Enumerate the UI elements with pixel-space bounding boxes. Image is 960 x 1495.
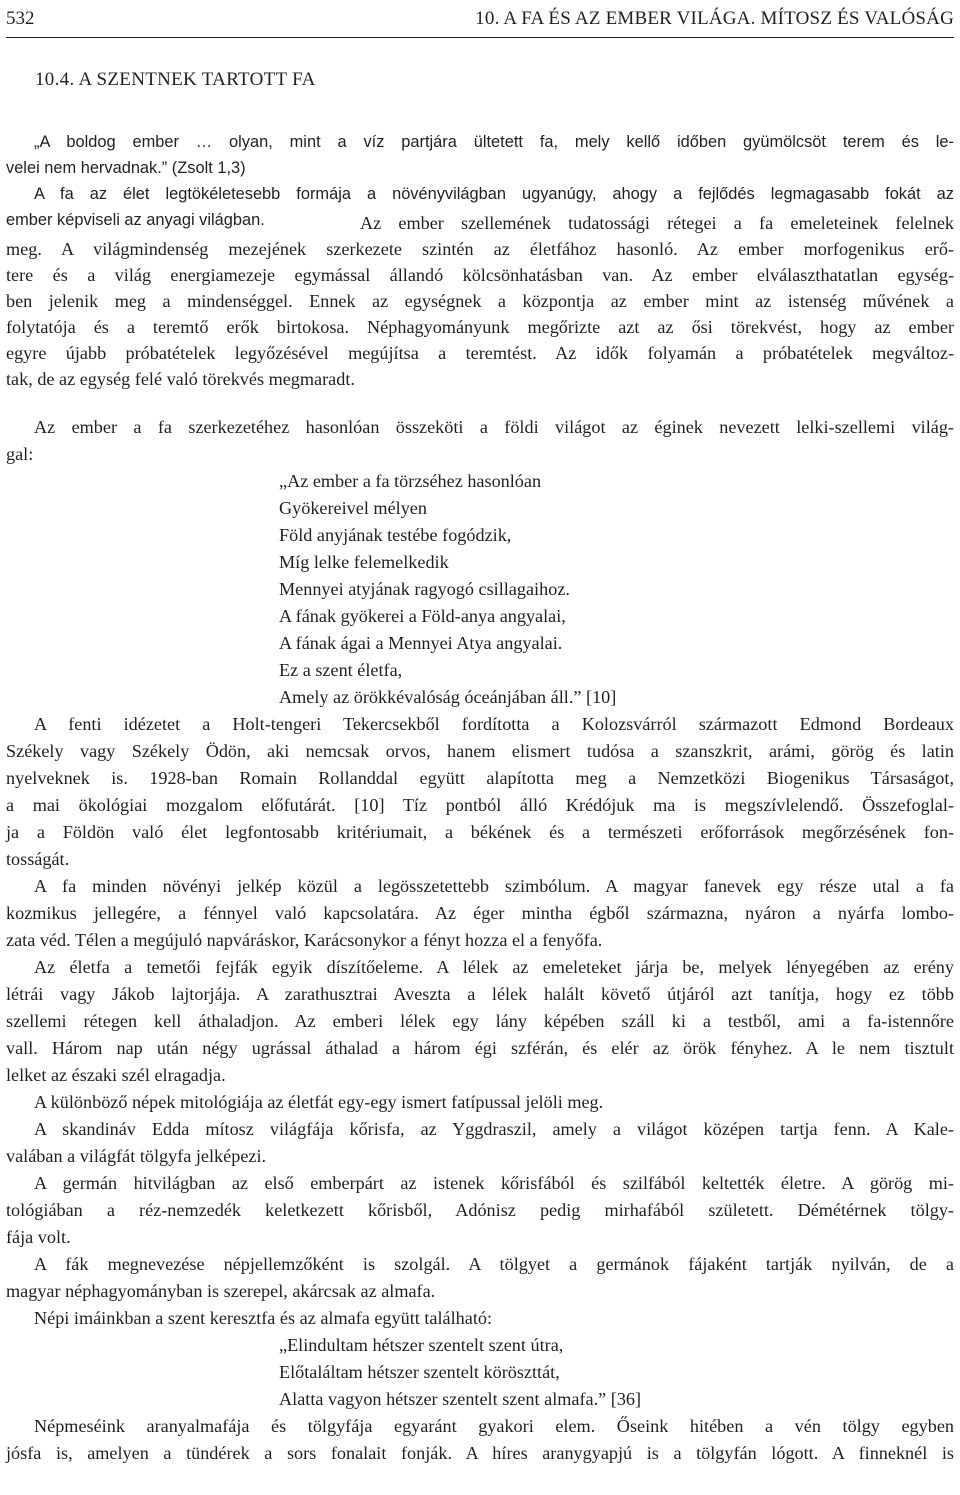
verse-line: „Elindultam hétszer szentelt szent útra, (279, 1335, 564, 1355)
text-line: gal: (6, 444, 34, 464)
text-line: tológiában a réz-nemzedék keletkezett kőrisből, Adónisz pedig mirhafából született. Démétérnek tölgy- (6, 1200, 954, 1220)
verse-line: Gyökereivel mélyen (279, 498, 427, 518)
text-line: tere és a világ energiamezeje egymással állandó kölcsönhatásban van. Az ember elválaszthatatlan egység- (6, 265, 954, 285)
text-line: ember képviseli az anyagi világban. (6, 211, 265, 229)
text-line: Székely vagy Székely Ödön, aki nemcsak orvos, hanem elismert tudósa a szanszkrit, arámi, görög és latin (6, 741, 954, 761)
verse-line: Amely az örökkévalóság óceánjában áll.” [10] (279, 687, 617, 707)
text-line: velei nem hervadnak.” (Zsolt 1,3) (6, 159, 246, 177)
body-text-serif (360, 210, 954, 236)
text-line: folytatója és a teremtő erők birtokosa. Néphagyományunk megőrizte azt az ősi törekvést, hogy az ember (6, 317, 954, 337)
verse-line: Míg lelke felemelkedik (279, 552, 449, 572)
text-line: ben jelenik meg a mindenséggel. Ennek az egységnek a központja az ember mint az istenség művének a (6, 291, 954, 311)
text-line: tosságát. (6, 849, 70, 869)
text-line: kozmikus jellegére, a fénnyel való kapcsolatára. Az éger mintha égből származna, nyáron a nyárfa lombo- (6, 903, 954, 923)
text-line: nyelveknek is. 1928-ban Romain Rollanddal együtt alapította meg a Nemzetközi Biogenikus Társaságot, (6, 768, 954, 788)
text-line: jósfa is, amelyen a tündérek a sors fonalait fonják. A híres aranygyapjú is a tölgyfán lógott. A finneknél is (6, 1443, 954, 1463)
text-line: A skandináv Edda mítosz világfája kőrisfa, az Yggdraszil, amely a világot középen tartja fenn. A Kale- (34, 1119, 954, 1139)
text-line: szellemi rétegen kell áthaladjon. Az emberi lélek egy lány képében száll ki a testből, ami a fa-istennőre (6, 1011, 954, 1031)
text-line: „A boldog ember … olyan, mint a víz partjára ültetett fa, mely kellő időben gyümölcsöt terem és le- (34, 133, 954, 151)
verse-line: A fának gyökerei a Föld-anya angyalai, (279, 606, 566, 626)
verse-line: Föld anyjának testébe fogódzik, (279, 525, 512, 545)
text-line: Az életfa a temetői fejfák egyik díszítőeleme. A lélek az emeleteket járja be, melyek lényegében az erény (34, 957, 954, 977)
verse-line: Alatta vagyon hétszer szentelt szent almafa.” [36] (279, 1389, 642, 1409)
text-line: Népi imáinkban a szent keresztfa és az almafa együtt található: (34, 1308, 493, 1328)
verse-line: „Az ember a fa törzséhez hasonlóan (279, 471, 542, 491)
text-line: A fa az élet legtökéletesebb formája a növényvilágban ugyanúgy, ahogy a fejlődés legmagasabb fokát az (34, 185, 954, 203)
text-line: Az ember a fa szerkezetéhez hasonlóan összeköti a földi világot az éginek nevezett lelki-szellemi világ- (34, 417, 954, 437)
text-line: lelket az északi szél elragadja. (6, 1065, 226, 1085)
text-line: A fenti idézetet a Holt-tengeri Tekercsekből fordította a Kolozsvárról származott Edmond Bordeaux (34, 714, 954, 734)
text-line: A különböző népek mitológiája az életfát egy-egy ismert fatípussal jelöli meg. (34, 1092, 604, 1112)
text-line: A fa minden növényi jelkép közül a legösszetettebb szimbólum. A magyar fanevek egy része utal a fa (34, 876, 954, 896)
header-rule (6, 37, 954, 38)
running-header (6, 6, 954, 36)
text-line: ja a Földön való élet legfontosabb kritériumait, a békének és a természeti erőforrások megőrzésének fon- (6, 822, 954, 842)
text-line: Népmeséink aranyalmafája és tölgyfája egyaránt gyakori elem. Őseink hitében a vén tölgy egyben (34, 1416, 954, 1436)
text-line: zata véd. Télen a megújuló napváráskor, Karácsonykor a fényt hozza el a fenyőfa. (6, 930, 603, 950)
text-line: A germán hitvilágban az első emberpárt az istenek kőrisfából és szilfából keltették életre. A görög mi- (34, 1173, 954, 1193)
text-line: meg. A világmindenség mezejének szerkezete szintén az életfához hasonló. Az ember morfogenikus erő- (6, 239, 954, 259)
text-line: vall. Három nap után négy ugrással áthalad a három égi szférán, és elér az örök fényhez. A le nem tisztult (6, 1038, 954, 1058)
body-text-serif-continued (6, 236, 954, 392)
text-line: tak, de az egység felé való törekvés megmaradt. (6, 369, 355, 389)
text-line: A fák megnevezése népjellemzőként is szolgál. A tölgyet a germánok fájaként tartják nyilván, de a (34, 1254, 954, 1274)
body-text-main (6, 414, 954, 1467)
text-line: magyar néphagyományban is szerepel, akárcsak az almafa. (6, 1281, 436, 1301)
verse-line: Mennyei atyjának ragyogó csillagaihoz. (279, 579, 570, 599)
text-line: valában a világfát tölgyfa jelképezi. (6, 1146, 267, 1166)
text-line: Az ember szellemének tudatossági rétegei a fa emeleteinek felelnek (360, 213, 954, 233)
text-line: létrái vagy Jákob lajtorjája. A zarathusztrai Aveszta a lélek halált követő útjáról azt tanítja, hogy ez több (6, 984, 954, 1004)
verse-line: A fának ágai a Mennyei Atya angyalai. (279, 633, 563, 653)
section-title: 10.4. A SZENTNEK TARTOTT FA (35, 69, 316, 90)
text-line: fája volt. (6, 1227, 71, 1247)
text-line: egyre újabb próbatételek legyőzésével megújítsa a teremtést. Az idők folyamán a próbatételek megváltoz- (6, 343, 954, 363)
verse-line: Ez a szent életfa, (279, 660, 403, 680)
text-line: a mai ökológiai mozgalom előfutárát. [10] Tíz pontból álló Krédójuk ma is megszívlelendő. Összefoglal- (6, 795, 954, 815)
verse-line: Előtaláltam hétszer szentelt köröszttát, (279, 1362, 560, 1382)
chapter-title: 10. A FA ÉS AZ EMBER VILÁGA. MÍTOSZ ÉS VALÓSÁG (475, 8, 954, 29)
page-number: 532 (6, 8, 35, 29)
